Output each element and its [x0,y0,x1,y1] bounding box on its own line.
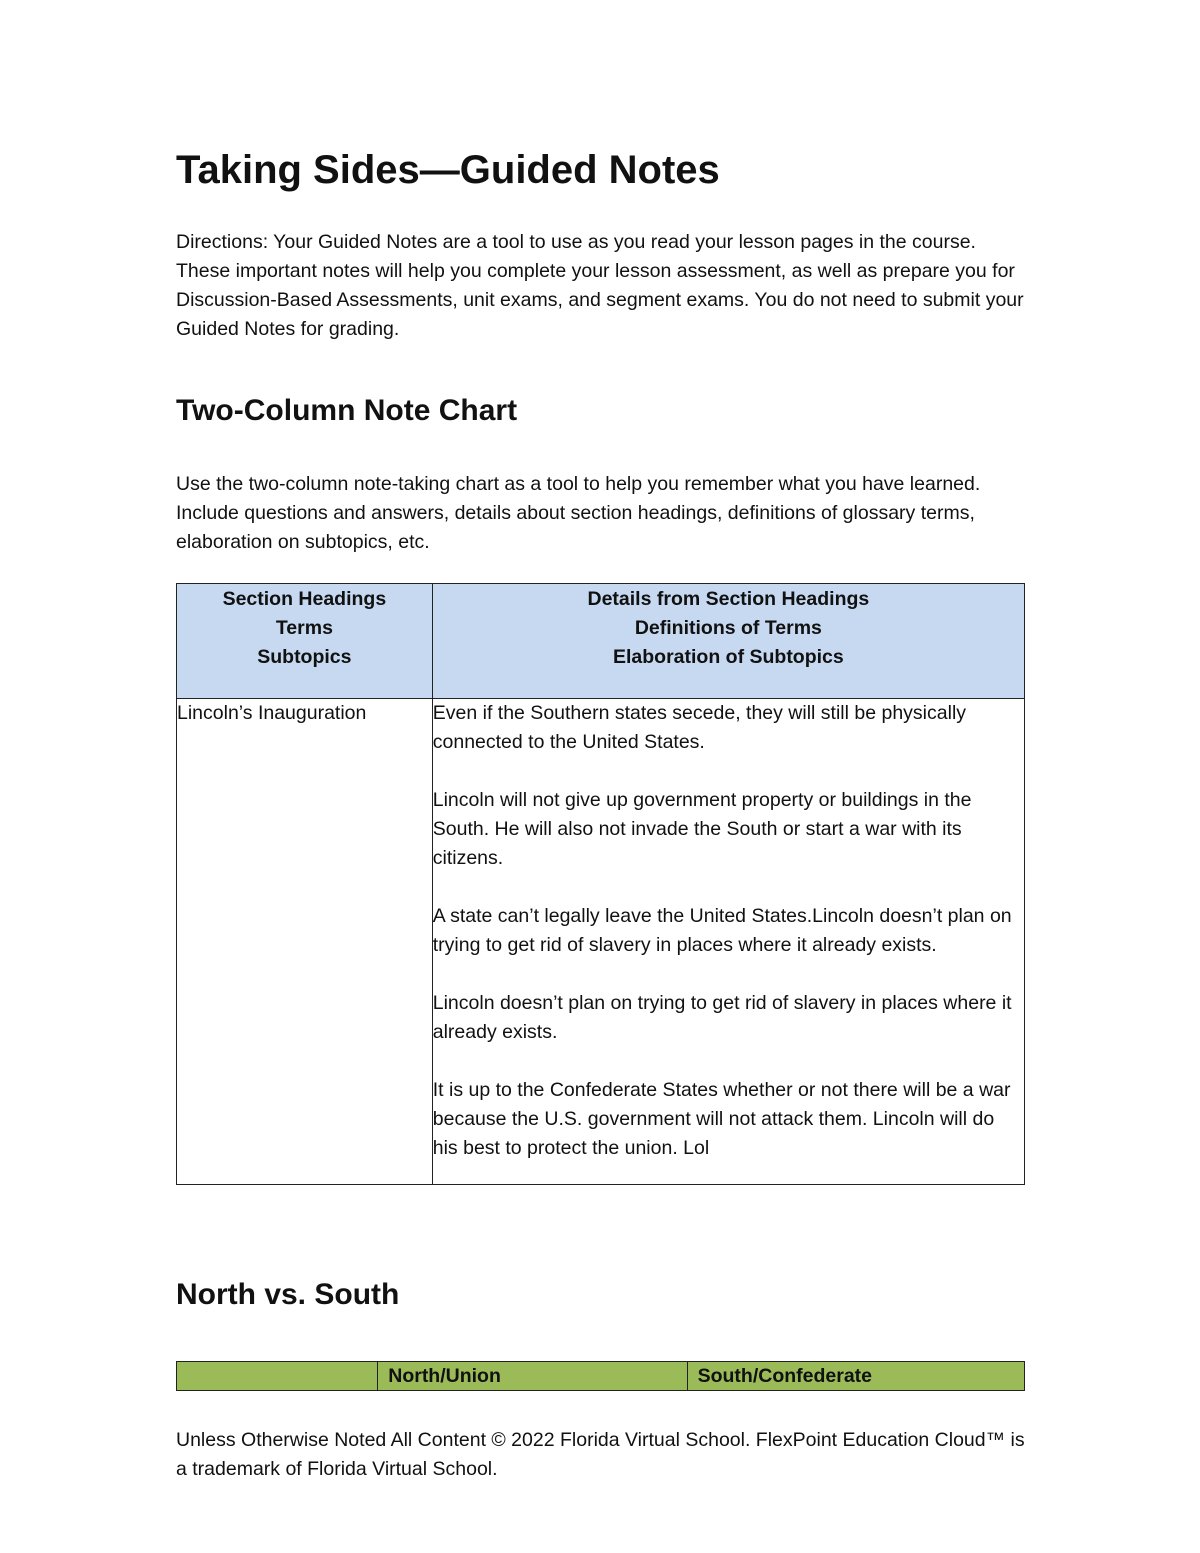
table-row [177,699,1025,1185]
detail-paragraph: A state can’t legally leave the United States.Lincoln doesn’t plan on trying to get rid of slavery in places where it already exists. [432,905,1012,956]
detail-paragraph: Even if the Southern states secede, they will still be physically connected to the United States. [432,702,967,753]
header-col-1-line-1: Section Headings [222,588,387,610]
header-col-2 [432,584,1024,699]
topic-cell [177,699,433,1185]
header-col-1-line-3: Subtopics [257,646,352,668]
note-chart-heading: Two-Column Note Chart [176,394,518,427]
blank-header-cell [177,1362,378,1391]
note-chart-intro: Use the two-column note-taking chart as a tool to help you remember what you have learned. Include questions and answers, details about section headings, definitions of glossary terms, elaboration on subtopics, etc. [176,473,981,553]
detail-paragraph: It is up to the Confederate States whether or not there will be a war because the U.S. government will not attack them. Lincoln will do his best to protect the union. Lol [432,1079,1011,1159]
directions-text: Directions: Your Guided Notes are a tool to use as you read your lesson pages in the course. These important notes will help you complete your lesson assessment, as well as prepare you for Discussion-Based Assessments, unit exams, and segment exams. You do not need to submit your Guided Notes for grading. [176,231,1024,340]
header-col-2-line-1: Details from Section Headings [587,588,870,610]
header-col-2-line-3: Elaboration of Subtopics [612,646,844,668]
north-south-heading: North vs. South [176,1278,400,1311]
south-confederate-header: South/Confederate [687,1362,1024,1391]
details-cell [432,699,1024,1185]
header-col-1-line-2: Terms [275,617,333,639]
north-south-header-row [177,1362,1025,1391]
north-union-header: North/Union [378,1362,687,1391]
header-col-2-line-2: Definitions of Terms [634,617,822,639]
topic-text: Lincoln’s Inauguration [177,702,367,724]
notes-header-row [177,584,1025,699]
copyright-footer: Unless Otherwise Noted All Content © 2022 Florida Virtual School. FlexPoint Education Cloud™ is a trademark of Florida Virtual School. [176,1429,1025,1480]
two-column-note-chart [176,583,1025,1185]
north-south-table [176,1361,1025,1391]
header-col-1 [177,584,433,699]
page-title: Taking Sides—Guided Notes [176,148,720,192]
detail-paragraph: Lincoln will not give up government property or buildings in the South. He will also not invade the South or start a war with its citizens. [432,789,972,869]
detail-paragraph: Lincoln doesn’t plan on trying to get rid of slavery in places where it already exists. [432,992,1012,1043]
